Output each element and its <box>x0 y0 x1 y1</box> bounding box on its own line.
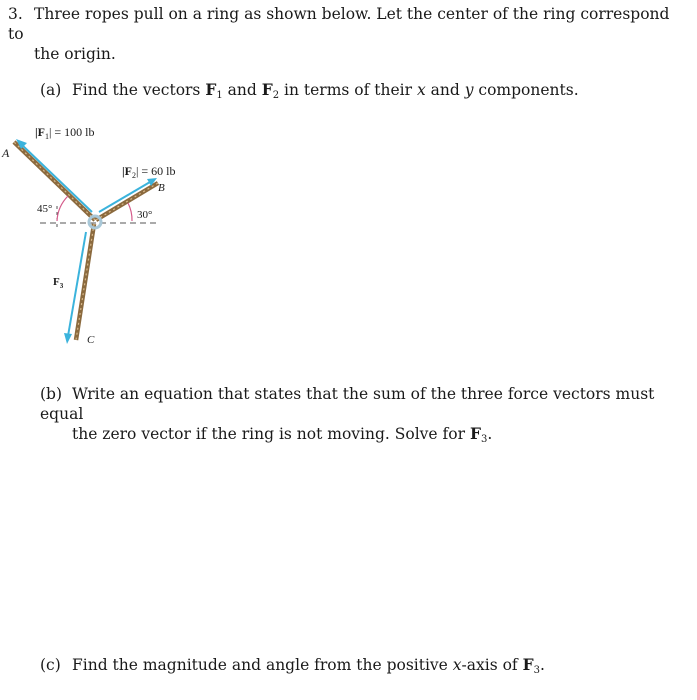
label-f2-value: | = 60 lb <box>135 164 176 178</box>
vector-f1: F <box>205 80 217 99</box>
part-c-text: Find the magnitude and angle from the positive <box>72 656 453 674</box>
rope-a-texture <box>14 142 95 220</box>
period: . <box>487 425 493 443</box>
period: . <box>540 656 545 674</box>
label-point-a: A <box>2 146 10 160</box>
arrow-f2 <box>99 182 150 212</box>
force-diagram <box>0 115 230 355</box>
arrow-f1 <box>22 145 92 212</box>
part-b-label: (b) <box>40 385 63 403</box>
subscript-3: 3 <box>480 434 488 445</box>
part-a-text: in terms of their <box>279 81 417 99</box>
vector-f3: F <box>522 655 534 674</box>
label-f1-bar: |F <box>35 125 45 139</box>
part-c <box>40 655 545 675</box>
problem-intro-line1: Three ropes pull on a ring as shown below. Let the center of the ring correspond to <box>8 5 670 43</box>
label-f1-value: | = 100 lb <box>48 125 95 139</box>
vector-f2: F <box>261 80 273 99</box>
part-a-text: Find the vectors <box>72 81 206 99</box>
label-point-b: B <box>158 182 165 194</box>
var-x: x <box>452 656 462 674</box>
part-a-text: and <box>425 81 465 99</box>
angle-arc-30 <box>128 203 132 221</box>
label-f3 <box>53 276 64 290</box>
subscript-2: 2 <box>272 90 280 101</box>
label-f3-sub: 3 <box>59 282 64 290</box>
part-c-label: (c) <box>40 656 61 674</box>
subscript-1: 1 <box>216 90 223 101</box>
part-b-line2: the zero vector if the ring is not moving. Solve for <box>72 425 470 443</box>
label-point-c: C <box>87 334 95 346</box>
vector-f3: F <box>469 424 481 443</box>
part-c-text: -axis of <box>461 656 523 674</box>
part-b-line1: Write an equation that states that the sum of the three force vectors must equal <box>40 385 655 423</box>
label-f3-letter: F <box>53 276 60 288</box>
part-b <box>40 384 680 444</box>
label-f2 <box>122 164 176 180</box>
part-a <box>40 80 579 100</box>
subscript-3: 3 <box>533 665 540 676</box>
label-angle-30: 30° <box>137 209 153 221</box>
label-f2-sub: 2 <box>131 171 136 180</box>
problem-statement <box>8 4 684 64</box>
problem-number: 3. <box>8 5 23 23</box>
angle-arc-45 <box>57 196 68 221</box>
part-a-text: and <box>222 81 262 99</box>
problem-intro-line2: the origin. <box>34 45 116 63</box>
arrow-f3-head <box>64 333 72 344</box>
label-f2-bar: |F <box>122 164 132 178</box>
var-x: x <box>416 81 426 99</box>
label-f1 <box>35 125 95 141</box>
var-y: y <box>464 81 474 99</box>
part-a-label: (a) <box>40 81 62 99</box>
label-f1-sub: 1 <box>44 132 49 141</box>
label-angle-45: 45° <box>37 203 53 215</box>
part-a-text: components. <box>473 81 579 99</box>
